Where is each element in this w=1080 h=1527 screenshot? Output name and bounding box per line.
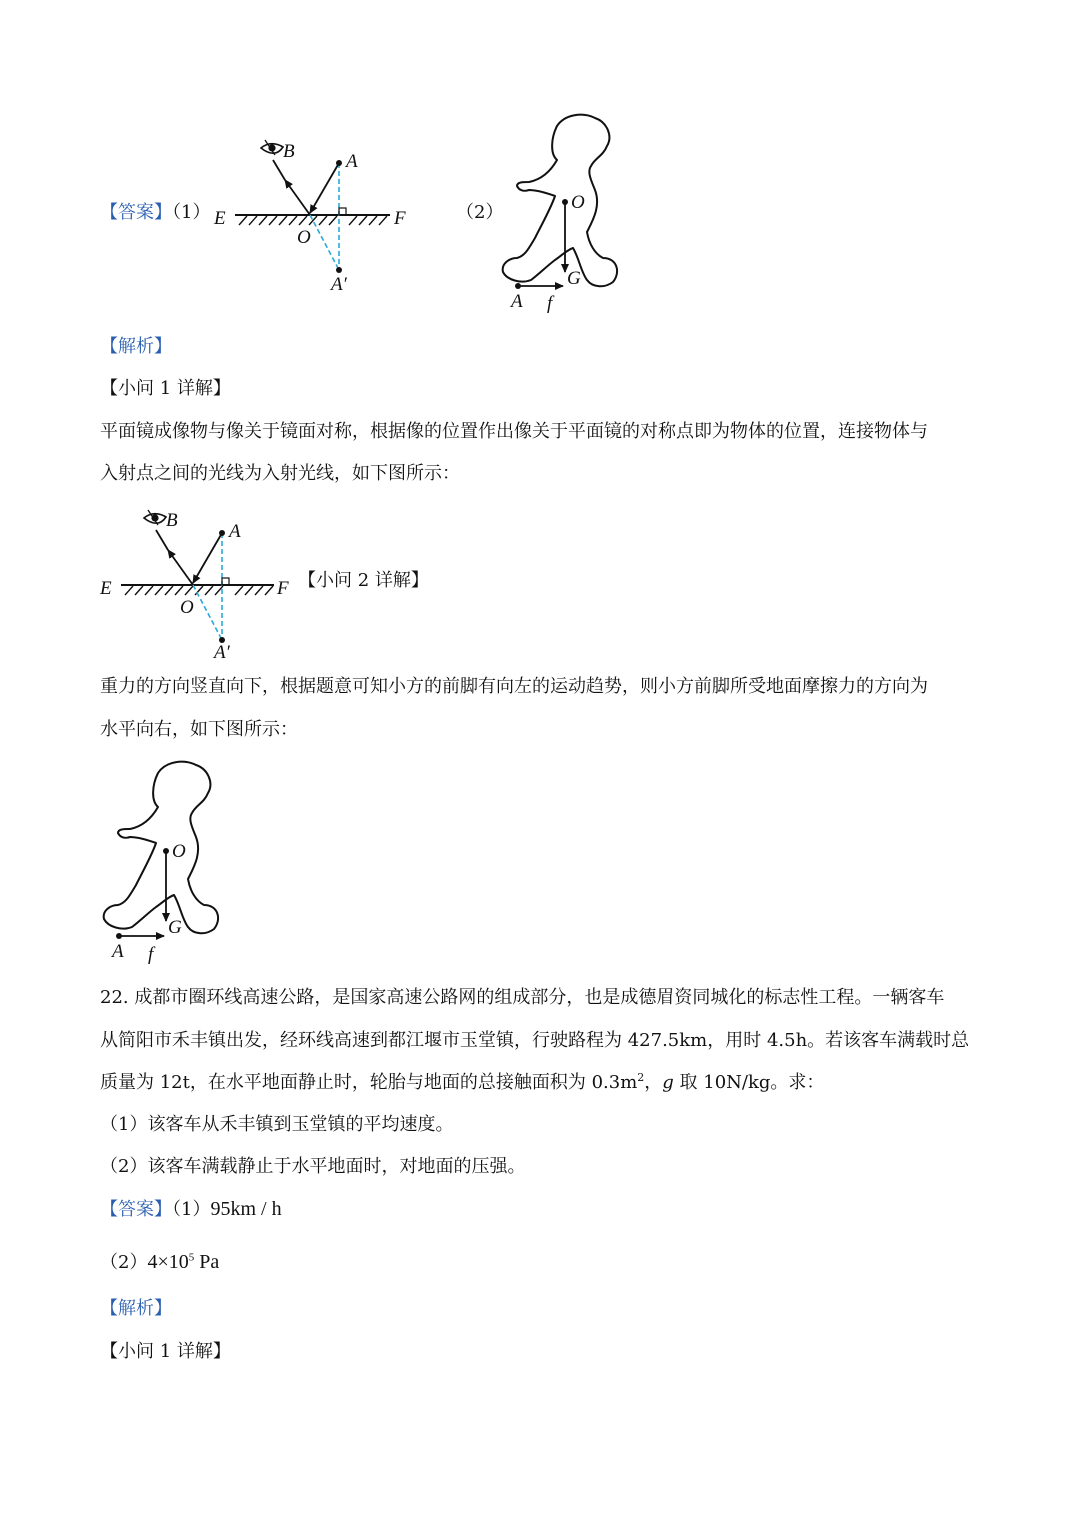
- mirror-figure-analysis: [96, 500, 306, 665]
- answer22-value1: 95km / h: [210, 1198, 282, 1220]
- incident-ray: [193, 533, 222, 583]
- label-f: f: [547, 293, 553, 314]
- person-figure-analysis: [96, 755, 226, 967]
- answer-part2-label: （2）: [456, 202, 504, 223]
- label-B: B: [283, 141, 295, 162]
- answer-tag: 【答案】: [100, 202, 172, 223]
- analysis22-sub1-heading: 【小问 1 详解】: [100, 1341, 231, 1362]
- para1-line1: 平面镜成像物与像关于镜面对称，根据像的位置作出像关于平面镜的对称点即为物体的位置，连接物体与: [100, 421, 928, 442]
- label-B: B: [166, 510, 178, 531]
- q22-sub2: （2）该客车满载静止于水平地面时，对地面的压强。: [100, 1156, 526, 1177]
- dashed-image-ray: [193, 585, 222, 640]
- reflected-ray: [285, 180, 310, 215]
- answer22-value2: $4\times 10^5$ Pa: [147, 1251, 220, 1273]
- label-E: E: [214, 208, 226, 229]
- point-A: [336, 160, 342, 166]
- label-G: G: [567, 268, 581, 289]
- analysis22-tag: 【解析】: [100, 1298, 172, 1319]
- label-F: F: [277, 578, 289, 599]
- answer-part1-label: （1）: [172, 202, 211, 223]
- label-A: A: [511, 291, 523, 312]
- answer22-line2: $(2)4\times 10^5$ Pa: [100, 1251, 220, 1273]
- label-O: O: [571, 192, 585, 213]
- mirror-figure-answer: [205, 125, 425, 300]
- answer22-tag: 【答案】: [100, 1199, 172, 1220]
- label-F: F: [394, 208, 406, 229]
- eye-icon: [261, 140, 283, 155]
- label-f: f: [148, 944, 154, 965]
- person-figure-answer: [495, 108, 625, 318]
- analysis-tag: 【解析】: [100, 336, 172, 357]
- q22-sub1: （1）该客车从禾丰镇到玉堂镇的平均速度。: [100, 1114, 454, 1135]
- reflected-ray: [168, 550, 193, 585]
- label-E: E: [100, 578, 112, 599]
- label-A: A: [346, 151, 358, 172]
- right-angle-mark: [339, 208, 346, 215]
- mirror-hatching: [239, 216, 387, 225]
- mirror-hatching: [125, 586, 273, 595]
- label-O: O: [297, 227, 311, 248]
- incident-ray: [310, 163, 339, 213]
- label-A-prime: A′: [331, 274, 347, 295]
- label-A: A: [112, 941, 124, 962]
- answer-tag-line: [100, 201, 210, 225]
- eye-icon: [144, 510, 166, 525]
- person-outline: [503, 115, 617, 287]
- point-A-prime: [336, 267, 342, 273]
- answer22-line1: 【答案】（1）95km / h: [100, 1198, 282, 1220]
- q22-line3: 质量为 12t，在水平地面静止时，轮胎与地面的总接触面积为 $0.3m^2$，g 取 10N/kg。求：: [100, 1071, 825, 1093]
- para2-line2: 水平向右，如下图所示：: [100, 719, 298, 740]
- q22-line1: 22. 成都市圈环线高速公路，是国家高速公路网的组成部分，也是成德眉资同城化的标志性工程。一辆客车: [100, 987, 945, 1008]
- sub2-heading: 【小问 2 详解】: [298, 570, 429, 591]
- dashed-image-ray: [310, 215, 339, 270]
- label-O: O: [172, 841, 186, 862]
- para1-line2: 入射点之间的光线为入射光线，如下图所示：: [100, 463, 460, 484]
- point-A: [219, 530, 225, 536]
- para2-line1: 重力的方向竖直向下，根据题意可知小方的前脚有向左的运动趋势，则小方前脚所受地面摩擦力的方向为: [100, 676, 928, 697]
- label-A-prime: A′: [214, 642, 230, 663]
- right-angle-mark: [222, 578, 229, 585]
- label-G: G: [168, 917, 182, 938]
- label-A: A: [229, 521, 241, 542]
- person-outline: [104, 762, 218, 934]
- sub1-heading: 【小问 1 详解】: [100, 378, 231, 399]
- q22-line2: 从简阳市禾丰镇出发，经环线高速到都江堰市玉堂镇，行驶路程为 427.5km，用时 4.5h。若该客车满载时总: [100, 1030, 970, 1051]
- label-O: O: [180, 597, 194, 618]
